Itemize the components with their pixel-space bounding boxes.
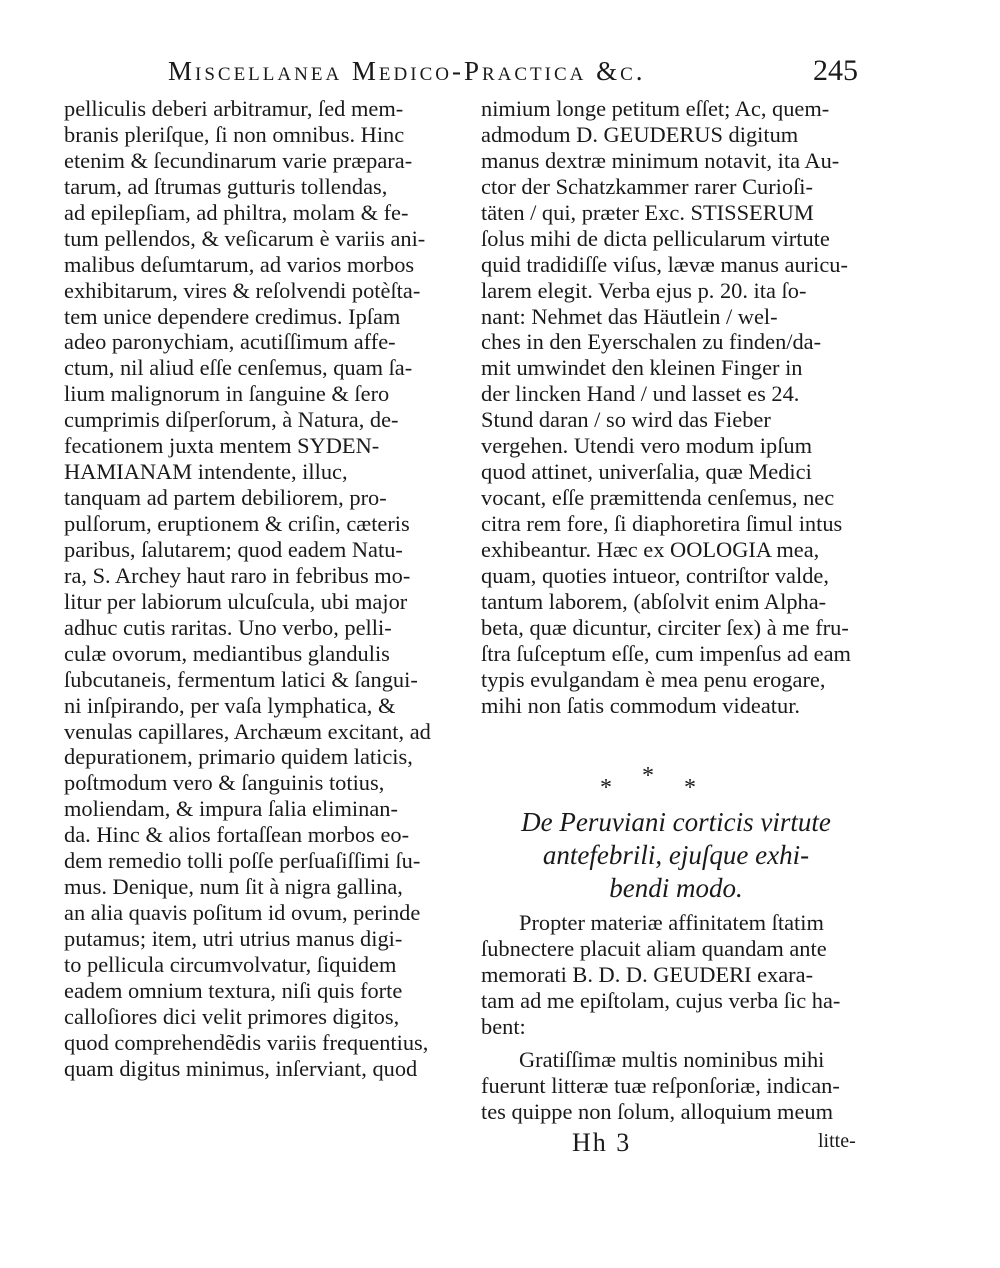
text-line: cumprimis diſperſorum, à Natura, de- [64, 407, 399, 433]
text-line: tes quippe non ſolum, alloquium meum [481, 1098, 833, 1124]
text-line: dem remedio tolli poſſe perſuaſiſſimi ſu- [64, 848, 421, 874]
text-line: tanquam ad partem debiliorem, pro- [64, 485, 387, 511]
separator-star: * [600, 775, 612, 801]
text-line: ſubnectere placuit aliam quandam ante [481, 935, 827, 961]
text-line: fuerunt litteræ tuæ reſponſoriæ, indican- [481, 1072, 840, 1098]
text-line: malibus deſumtarum, ad varios morbos [64, 251, 415, 277]
running-head [168, 56, 858, 96]
text-line: putamus; item, utri utrius manus digi- [64, 926, 403, 951]
text-line: tum pellendos, & veſicarum è variis ani- [64, 225, 426, 251]
text-line: vocant, eſſe præmittenda cenſemus, nec [481, 485, 835, 511]
text-line: ſtra ſuſceptum eſſe, cum impenſus ad eam [481, 640, 851, 666]
running-title: Miscellanea Medico-Practica &c. [168, 56, 646, 86]
left-column [64, 96, 464, 1082]
text-line: quam, quoties intueor, contriſtor valde, [481, 562, 829, 588]
text-line: citra rem fore, ſi diaphoretira ſimul intus [481, 511, 843, 536]
text-line: quod attinet, univerſalia, quæ Medici [481, 459, 812, 485]
text-line: branis pleriſque, ſi non omnibus. Hinc [64, 121, 405, 147]
catchword: litte- [818, 1130, 856, 1152]
heading-line: bendi modo. [609, 873, 743, 903]
text-line: ad epilepſiam, ad philtra, molam & fe- [64, 199, 409, 225]
text-line: Gratiſſimæ multis nominibus mihi [519, 1047, 825, 1072]
text-line: moliendam, & impura ſalia eliminan- [64, 796, 398, 822]
text-line: pulſorum, eruptionem & criſin, cæteris [64, 511, 410, 536]
text-line: ches in den Eyerschalen zu finden/da- [481, 329, 822, 355]
text-line: ſolus mihi de dicta pellicularum virtute [481, 225, 830, 251]
text-line: pelliculis deberi arbitramur, ſed mem- [64, 96, 404, 121]
separator-star: * [642, 763, 654, 789]
text-line: tarum, ad ſtrumas gutturis tollendas, [64, 173, 388, 199]
text-line: der lincken Hand / und lasset es 24. [481, 381, 800, 407]
text-line: poſtmodum vero & ſanguinis totius, [64, 770, 385, 796]
text-line: vergehen. Utendi vero modum ipſum [481, 433, 813, 459]
text-line: typis evulgandam è mea penu erogare, [481, 666, 826, 692]
text-line: ſubcutaneis, fermentum latici & ſangui- [64, 666, 418, 692]
text-line: manus dextræ minimum notavit, ita Au- [481, 147, 840, 173]
signature-mark: Hh 3 [572, 1128, 632, 1157]
text-line: culæ ovorum, mediantibus glandulis [64, 640, 390, 666]
text-line: mus. Denique, num ſit à nigra gallina, [64, 874, 403, 900]
text-line: ni inſpirando, per vaſa lymphatica, & [64, 692, 396, 718]
text-line: etenim & ſecundinarum varie præpara- [64, 147, 413, 173]
text-line: depurationem, primario quidem laticis, [64, 744, 413, 770]
text-line: eadem omnium textura, niſi quis forte [64, 977, 403, 1003]
text-line: to pellicula circumvolvatur, ſiquidem [64, 951, 397, 977]
text-line: paribus, ſalutarem; quod eadem Natu- [64, 536, 403, 562]
section-heading [481, 806, 871, 905]
text-line: ra, S. Archey haut raro in febribus mo- [64, 562, 411, 588]
text-line: ctor der Schatzkammer rarer Curioſi- [481, 173, 813, 199]
text-line: exhibitarum, vires & reſolvendi potèſta- [64, 277, 421, 303]
text-line: lium malignorum in ſanguine & ſero [64, 381, 390, 407]
text-line: exhibeantur. Hæc ex OOLOGIA mea, [481, 536, 820, 562]
text-line: mit umwindet den kleinen Finger in [481, 355, 803, 381]
text-line: admodum D. GEUDERUS digitum [481, 121, 799, 147]
heading-line: De Peruviani corticis virtute [521, 807, 831, 837]
text-line: tam ad me epiſtolam, cujus verba ſic ha- [481, 987, 841, 1013]
text-line: HAMIANAM intendente, illuc, [64, 459, 348, 485]
text-line: larem elegit. Verba ejus p. 20. ita ſo- [481, 277, 807, 303]
text-line: litur per labiorum ulcuſcula, ubi major [64, 588, 408, 614]
separator-star: * [684, 775, 696, 801]
text-line: fecationem juxta mentem SYDEN- [64, 433, 380, 459]
text-line: an alia quavis poſitum id ovum, perinde [64, 900, 421, 926]
text-line: Propter materiæ affinitatem ſtatim [519, 910, 824, 935]
text-line: calloſiores dici velit primores digitos, [64, 1003, 400, 1029]
text-line: nimium longe petitum eſſet; Ac, quem- [481, 96, 830, 121]
text-line: da. Hinc & alios fortaſſean morbos eo- [64, 822, 410, 848]
section-separator [600, 763, 760, 803]
text-line: bent: [481, 1013, 526, 1039]
text-line: nant: Nehmet das Häutlein / wel- [481, 303, 778, 329]
text-line: memorati B. D. D. GEUDERI exara- [481, 961, 814, 987]
heading-line: antefebrili, ejuſque exhi- [542, 840, 810, 870]
text-line: adhuc cutis raritas. Uno verbo, pelli- [64, 614, 392, 640]
text-line: venulas capillares, Archæum excitant, ad [64, 718, 431, 744]
text-line: quod comprehendẽdis variis frequentius, [64, 1029, 429, 1055]
text-line: beta, quæ dicuntur, circiter ſex) à me fru- [481, 614, 849, 640]
right-column-text [481, 96, 857, 719]
text-line: ctum, nil aliud eſſe cenſemus, quam ſa- [64, 355, 413, 381]
text-line: tem unice dependere credimus. Ipſam [64, 303, 401, 329]
text-line: adeo paronychiam, acutiſſimum affe- [64, 329, 396, 355]
paragraph-introduction [481, 910, 857, 1040]
text-line: Stund daran / so wird das Fieber [481, 407, 771, 433]
text-line: täten / qui, præter Exc. STISSERUM [481, 199, 814, 225]
paragraph-letter [481, 1047, 857, 1125]
text-line: mihi non ſatis commodum videatur. [481, 692, 801, 718]
page-number: 245 [813, 54, 858, 87]
text-line: quam digitus minimus, inſerviant, quod [64, 1055, 418, 1081]
text-line: quid tradidiſſe viſus, lævæ manus auricu- [481, 251, 848, 277]
text-line: tantum laborem, (abſolvit enim Alpha- [481, 588, 827, 614]
